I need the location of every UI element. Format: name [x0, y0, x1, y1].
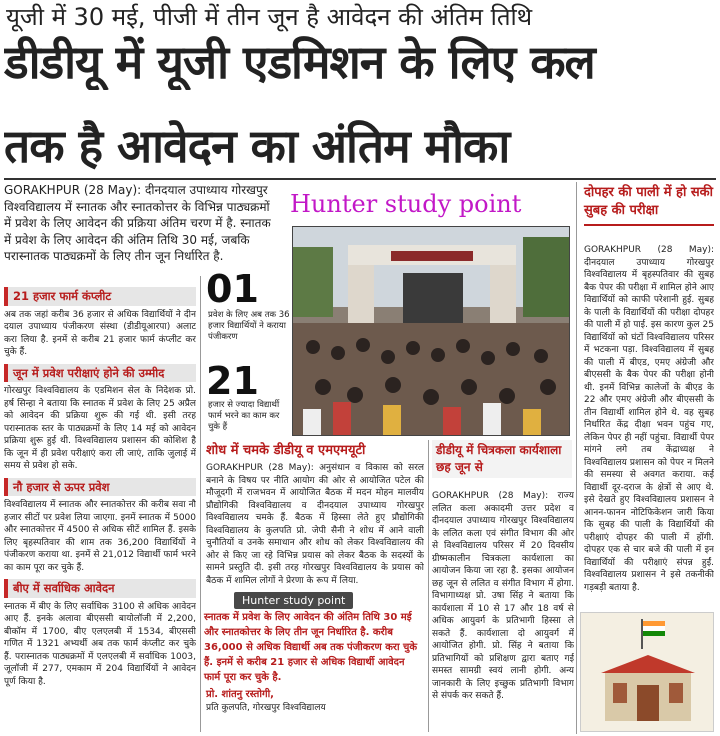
highlight-quote: स्नातक में प्रवेश के लिए आवेदन की अंतिम तिथि 30 मई और स्नातकोत्तर के लिए तीन जून निर्धारित है. करीब 36,000 से अधिक विद्यार्थी अब तक पंजीकरण करा चुके हैं. इनमें से करीब 21 हजार से अधिक विद्यार्थी आवेदन फार्म पूरा कर चुके है. [204, 612, 418, 683]
mid-article-title: शोध में चमके डीडीयू व एमएमयूटी [206, 443, 366, 458]
left-section-title: 21 हजार फार्म कंप्लीट [4, 287, 196, 306]
left-section-text: स्नातक में बीए के लिए सर्वाधिक 3100 से अधिक आवेदन आए हैं. इनके अलावा बीएससी बायोलॉजी में 2,200, बीकॉम में 1700, बीए एलएलबी में 1534, बीएससी गणित में 1321 अभ्यर्थी अब तक फार्म कंप्लीट कर चुके हैं. परास्नातक पाठ्यक्रमों में एलएलबी में सर्वाधिक 1003, जूलॉजी में 277, एमकाम में 204 विद्यार्थियों ने आवेदन पूर्ण किया है. [4, 601, 196, 687]
stat-note-1: प्रवेश के लिए अब तक 36 हजार विद्यार्थियों ने कराया पंजीकरण [208, 310, 290, 342]
center-article-title: डीडीयू में चित्रकला कार्यशाला छह जून से [432, 440, 572, 478]
quote-signature [206, 688, 326, 715]
left-section-text: गोरखपुर विश्वविद्यालय के एडमिशन सेल के निदेशक प्रो. हर्ष सिन्हा ने बताया कि स्नातक में प्रवेश के लिए 25 अप्रैल को आवेदन की प्रक्रिया शुरू की गई थी. इसी तरह परास्नातक स्तर के पाठ्यक्रमों के लिए 14 मई को आवेदन प्रक्रिया शुरू हुई थी. विश्वविद्यालय प्रशासन की कोशिश है कि जून में ही प्रवेश परीक्षाएं करा ली जाएं, ताकि जुलाई में समय से प्रवेश हो सके. [4, 386, 196, 471]
column-divider [428, 440, 429, 732]
stat-number-1: 01 [206, 267, 259, 311]
right-article-title: दोपहर की पाली में हो सकी सुबह की परीक्षा [584, 184, 714, 226]
headline-line-1: डीडीयू में यूजी एडमिशन के लिए कल [4, 35, 595, 89]
kicker: यूजी में 30 मई, पीजी में तीन जून है आवेदन की अंतिम तिथि [6, 3, 533, 31]
university-gate-photo [292, 226, 570, 436]
signature-name: प्रो. शांतनु रस्तोगी, [206, 689, 274, 700]
crowd-photo-graphic [293, 227, 570, 436]
column-divider [200, 276, 201, 732]
headline-rule [4, 178, 716, 180]
left-section-title: नौ हजार से ऊपर प्रवेश [4, 478, 196, 497]
signature-role: प्रति कुलपति, गोरखपुर विश्वविद्यालय [206, 703, 326, 713]
lead-paragraph: GORAKHPUR (28 May): दीनदयाल उपाध्याय गोरखपुर विश्वविद्यालय में स्नातक और स्नातकोत्तर के विभिन्न पाठ्यक्रमों में प्रवेश के लिए आवेदन की प्रक्रिया अंतिम चरण में है. स्नातक में प्रवेश के लिए आवेदन की अंतिम तिथि 30 मई, जबकि परास्नातक पाठ्यक्रमों के लिए तीन जून निर्धारित है. [4, 183, 271, 263]
mid-article-text: GORAKHPUR (28 May): अनुसंधान व विकास को सरल बनाने के विषय पर नीति आयोग की ओर से आयोजित पटेल की मौजूदगी में राजभवन में आयोजित बैठक में मदन मोहन मालवीय प्रौद्योगिकी विश्वविद्यालय व दीनदयाल उपाध्याय गोरखपुर विश्वविद्यालय चमके हैं. बैठक में हिस्सा लेते हुए प्रौद्योगिकी विश्वविद्यालय के कुलपति प्रो. जेपी सैनी ने शोध में आने वाली चुनौतियों व उनके समाधान और शोध को लेकर विश्वविद्यालय की ओर से किए जा रहे विभिन्न प्रयास को लेकर बैठक के सदस्यों के सामने प्रस्तुति दी. इसी तरह गोरखपुर विश्वविद्यालय के प्रयास को बैठक में शामिल लोगों ने प्रेरणा के रूप में लिया. [206, 463, 424, 586]
left-section-title: बीए में सर्वाधिक आवेदन [4, 579, 196, 598]
university-building-graphic [581, 613, 714, 732]
center-article-text: GORAKHPUR (28 May): राज्य ललित कला अकादमी उत्तर प्रदेश व दीनदयाल उपाध्याय गोरखपुर विश्वविद्यालय के ललित कला एवं संगीत विभाग की ओर से विश्वविद्यालय परिसर में 20 दिवसीय ग्रीष्मकालीन चित्रकला कार्यशाला का आयोजन किया जा रहा है. इसका आयोजन छह जून से ललित व संगीत विभाग में होगा. विभागाध्यक्ष प्रो. उषा सिंह ने बताया कि कार्यशाला में 10 से 17 और 18 वर्ष से अधिक आयुवर्ग के प्रतिभागी हिस्सा ले सकते हैं. कार्यशाला दो आयुवर्ग में आयोजित होगी. प्रो. सिंह ने बताया कि प्रतिभागियों को प्रशिक्षण द्वारा बताए गई समस्त सामग्री स्वयं लानी होगी. अन्य जानकारी के लिए इच्छुक प्रतिभागी विभाग से संपर्क कर सकते हैं. [432, 491, 574, 701]
left-column [4, 282, 196, 732]
watermark-text: Hunter study point [290, 190, 522, 218]
watermark-label: Hunter study point [234, 592, 353, 609]
right-article-text: GORAKHPUR (28 May): दीनदयाल उपाध्याय गोरखपुर विश्वविद्यालय में बृहस्पतिवार की सुबह बैक पेपर की परीक्षा में शामिल होने आए विद्यार्थियों को काफी परेशानी हुई. सुबह के पाली के विद्यार्थियों की परीक्षा दोपहर की पाली में हो पाई. इस कारण कुल 25 विद्यार्थियों को घंटों विश्वविद्यालय परिसर में भटकना पड़ा. विश्वविद्यालय में सुबह की पाली में बीएड, एमए अंग्रेजी और बीएससी के बैक पेपर की परीक्षा होनी थी. इनमें विभिन्न कालेजों के बीएड के 22 और एमए अंग्रेजी और बीएससी के तीन विद्यार्थी शामिल होने थे. वह सुबह निर्धारित केंद्र दीक्षा भवन पहुंच गए, लेकिन पेपर ही नहीं पहुंचा. विद्यार्थी पेपर मांगने लगे तब केंद्राध्यक्ष ने विश्वविद्यालय प्रशासन को पेपर न मिलने की समस्या से अवगत कराया. कई विद्यार्थी दूर-दराज के क्षेत्रों से आए थे. इसे देखते हुए विश्वविद्यालय प्रशासन ने आनन-फानन नोटिफिकेशन जारी किया कि सुबह की पाली के विद्यार्थियों की परीक्षाएं दोपहर की पाली में होंगी. दोपहर एक से चार बजे की पाली में इन विद्यार्थियों की परीक्षाएं संपन्न हुईं. विश्वविद्यालय प्रशासन ने इसे तकनीकी गड़बड़ी बताया है. [584, 245, 714, 593]
stat-number-2: 21 [206, 359, 259, 403]
university-emblem-image [580, 612, 714, 732]
headline-line-2: तक है आवेदन का अंतिम मौका [4, 119, 510, 173]
stat-note-2: हजार से ज्यादा विद्यार्थी फार्म भरने का काम कर चुके हैं [208, 400, 280, 432]
left-section-text: विश्वविद्यालय में स्नातक और स्नातकोत्तर की करीब सवा नौ हजार सीटों पर प्रवेश लिया जाएगा. इनमें स्नातक में 5000 और स्नातकोत्तर में 4500 से अधिक सीटें शामिल हैं. इसके लिए बृहस्पतिवार की शाम तक 36,200 विद्यार्थियों ने पंजीकरण कराया था. इनमें से 21,012 विद्यार्थी फार्म भरने का काम पूरा कर चुके हैं. [4, 500, 196, 573]
left-section-text: अब तक जहां करीब 36 हजार से अधिक विद्यार्थियों ने दीन दयाल उपाध्याय पंजीकरण संस्था (डीडीयूआरपा) अलाट करा लिया है. इनमें से करीब 21 हजार फार्म कंप्लीट कर चुके हैं. [4, 309, 196, 357]
left-section-title: जून में प्रवेश परीक्षाएं होने की उम्मीद [4, 364, 196, 383]
column-divider [576, 182, 577, 734]
